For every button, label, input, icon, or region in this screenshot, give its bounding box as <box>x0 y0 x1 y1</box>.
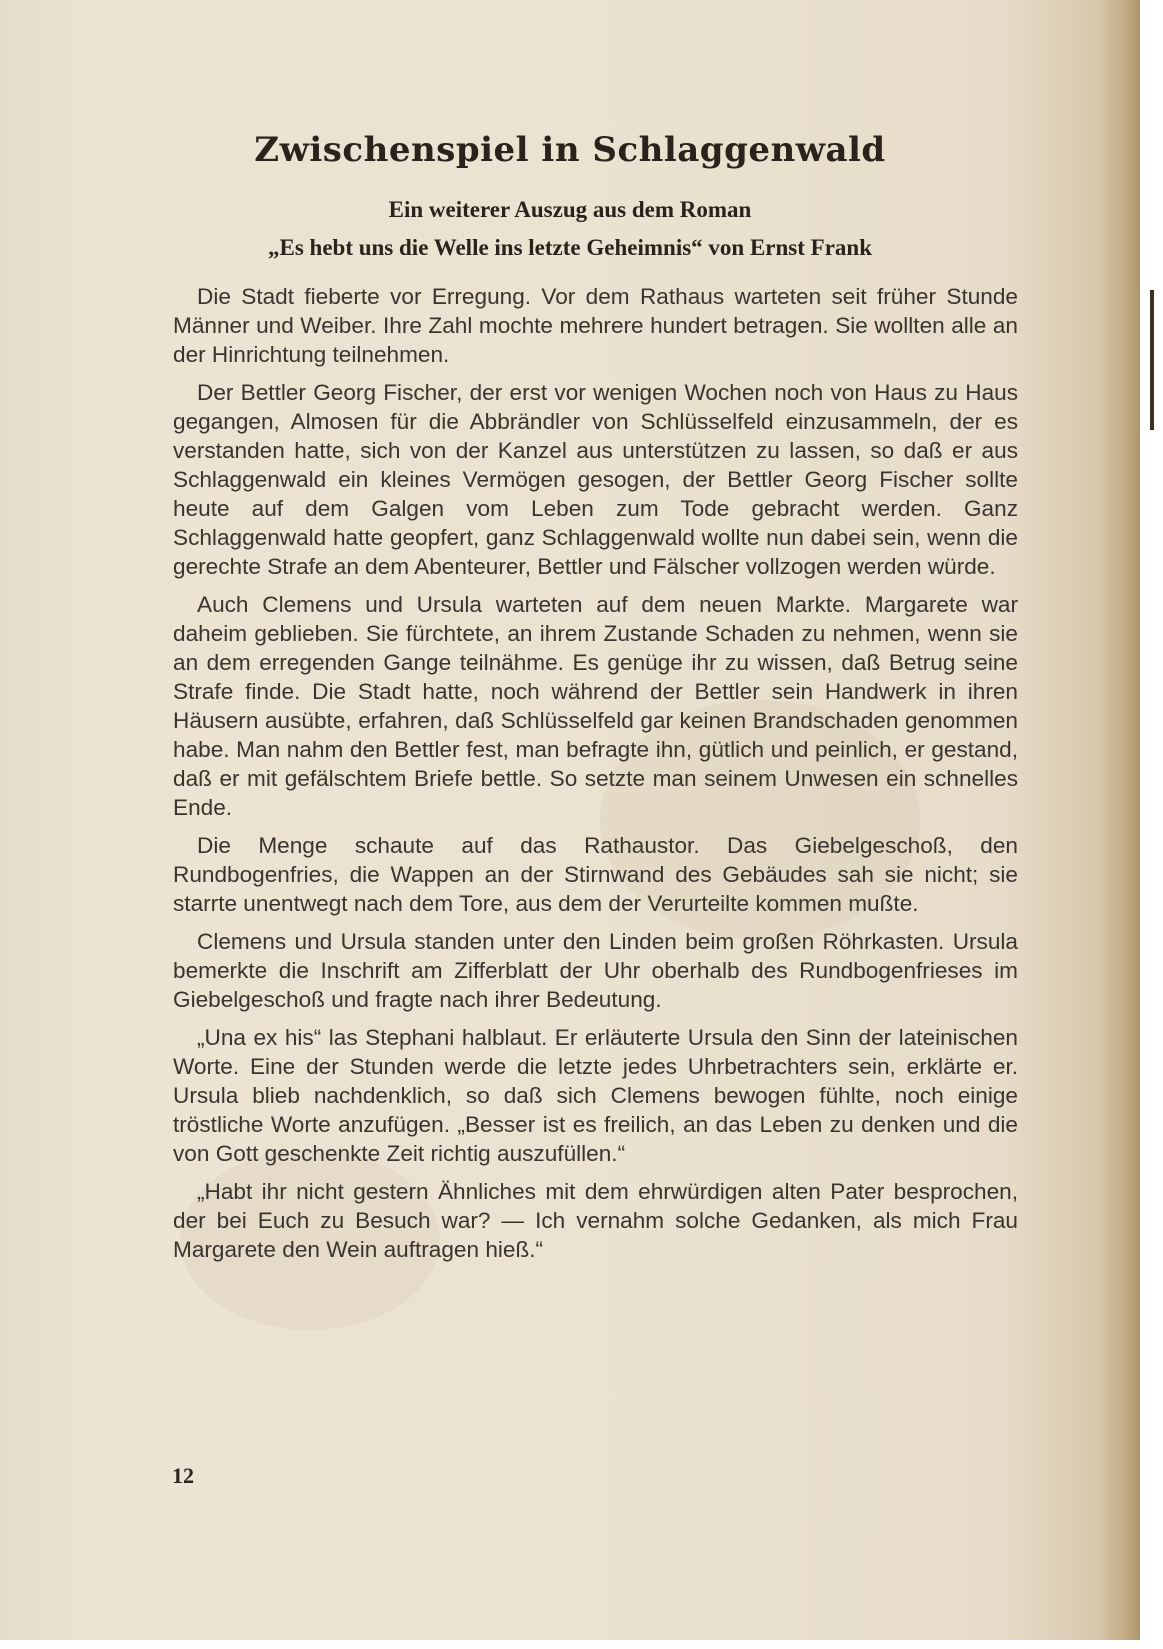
binding-mark <box>1150 290 1154 430</box>
paragraph: „Una ex his“ las Stephani halblaut. Er erläuterte Ursula den Sinn der lateinischen Worte. Eine der Stunden werde die letzte jedes Uhrbetrachters sein, erklärte er. Ursula blieb nachdenklich, so daß sich Clemens bewogen fühlte, noch einige tröstliche Worte anzufügen. „Besser ist es freilich, an das Leben zu denken und die von Gott geschenkte Zeit richtig auszufüllen.“ <box>173 1025 1018 1166</box>
page-number: 12 <box>172 1463 194 1488</box>
article-subtitle: Ein weiterer Auszug aus dem Roman <box>388 197 752 222</box>
paragraph: Clemens und Ursula standen unter den Linden beim großen Röhrkasten. Ursula bemerkte die Inschrift am Zifferblatt der Uhr oberhalb des Rundbogenfrieses im Giebelgeschoß und fragte nach ihrer Bedeutung. <box>173 929 1018 1012</box>
paragraph: Die Stadt fieberte vor Erregung. Vor dem Rathaus warteten seit früher Stunde Männer und Weiber. Ihre Zahl mochte mehrere hundert betragen. Sie wollten alle an der Hinrichtung teilnehmen. <box>173 284 1018 367</box>
paragraph: Der Bettler Georg Fischer, der erst vor wenigen Wochen noch von Haus zu Haus gegangen, Almosen für die Abbrändler von Schlüsselfeld einzusammeln, der es verstanden hatte, sich von der Kanzel aus unterstützen zu lassen, so daß er aus Schlaggenwald ein kleines Vermögen gesogen, der Bettler Georg Fischer sollte heute auf dem Galgen vom Leben zum Tode gebracht werden. Ganz Schlaggenwald hatte geopfert, ganz Schlaggenwald wollte nun dabei sein, wenn die gerechte Strafe an dem Abenteurer, Bettler und Fälscher vollzogen werden würde. <box>173 380 1018 579</box>
article-source: „Es hebt uns die Welle ins letzte Geheimnis“ von Ernst Frank <box>267 235 872 260</box>
paragraph: Die Menge schaute auf das Rathaustor. Das Giebelgeschoß, den Rundbogenfries, die Wappen an der Stirnwand des Gebäudes sah sie nicht; sie starrte unentwegt nach dem Tore, aus dem der Verurteilte kommen mußte. <box>173 833 1018 916</box>
article-title: Zwischenspiel in Schlaggenwald <box>254 130 886 170</box>
paragraph: Auch Clemens und Ursula warteten auf dem neuen Markte. Margarete war daheim geblieben. Sie fürchtete, an ihrem Zustande Schaden zu nehmen, wenn sie an dem erregenden Gange teilnähme. Es genüge ihr zu wissen, daß Betrug seine Strafe finde. Die Stadt hatte, noch während der Bettler sein Handwerk in ihren Häusern ausübte, erfahren, daß Schlüsselfeld gar keinen Brandschaden genommen habe. Man nahm den Bettler fest, man befragte ihn, gütlich und peinlich, er gestand, daß er mit gefälschtem Briefe bettle. So setzte man seinem Unwesen ein schnelles Ende. <box>173 592 1018 820</box>
paragraph: „Habt ihr nicht gestern Ähnliches mit dem ehrwürdigen alten Pater besprochen, der bei Euch zu Besuch war? — Ich vernahm solche Gedanken, als mich Frau Margarete den Wein auftragen hieß.“ <box>173 1179 1018 1262</box>
article-body <box>173 282 1018 1273</box>
